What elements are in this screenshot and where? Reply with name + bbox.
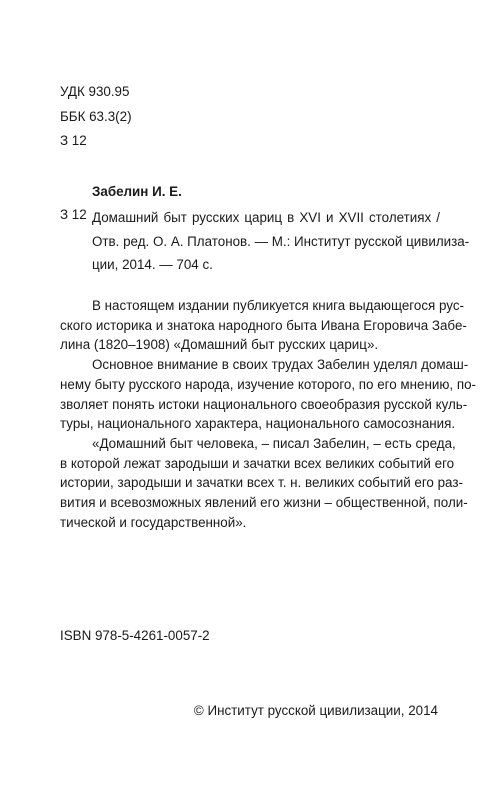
- abstract-line: тической и государственной».: [60, 514, 247, 530]
- abstract-line: В настоящем издании публикуется книга выдающегося рус-: [92, 298, 464, 313]
- entry-line: ции, 2014. — 704 с.: [92, 257, 213, 272]
- entry-code: З 12: [60, 207, 87, 222]
- author-name: Забелин И. Е.: [92, 184, 182, 199]
- abstract-line: вития и всевозможных явлений его жизни – общественной, поли-: [60, 495, 468, 511]
- abstract-line: в которой лежат зародыши и зачатки всех великих событий его: [60, 455, 455, 471]
- abstract-paragraph: [60, 434, 468, 533]
- entry-description: [92, 206, 470, 277]
- abstract-line: нему быту русского народа, изучение которого, по его мнению, по-: [60, 376, 476, 392]
- copyright-notice: © Институт русской цивилизации, 2014: [193, 703, 438, 718]
- abstract-line: туры, национального характера, национального самосознания.: [60, 416, 456, 432]
- abstract-line: Основное внимание в своих трудах Забелин уделял домаш-: [92, 357, 469, 373]
- abstract-line: ского историка и знатока народного быта Ивана Егоровича Забе-: [60, 317, 467, 333]
- entry-line: Домашний быт русских цариц в XVI и XVII столетиях /: [92, 210, 440, 225]
- abstract: [60, 296, 476, 532]
- udk-code: УДК 930.95: [60, 84, 130, 99]
- isbn: ISBN 978-5-4261-0057-2: [60, 628, 210, 643]
- entry-line: Отв. ред. О. А. Платонов. — М.: Институт русской цивилиза-: [92, 233, 470, 249]
- abstract-line: истории, зародыши и зачатки всех т. н. великих событий его раз-: [60, 475, 463, 491]
- abstract-line: зволяет понять истоки национального своеобразия русской куль-: [60, 396, 468, 412]
- abstract-line: «Домашний быт человека, – писал Забелин, – есть среда,: [92, 435, 456, 451]
- author-sign-code: З 12: [60, 133, 87, 148]
- abstract-paragraph: [60, 296, 467, 355]
- bbk-code: ББК 63.3(2): [60, 109, 132, 124]
- abstract-line: лина (1820–1908) «Домашний быт русских цариц».: [60, 337, 379, 353]
- abstract-paragraph: [60, 355, 476, 434]
